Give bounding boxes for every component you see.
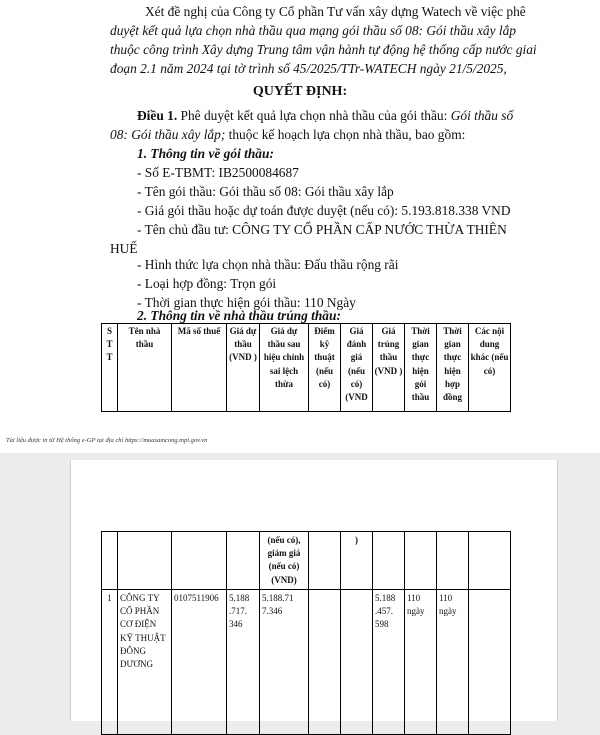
cell-technical-score [309, 590, 341, 735]
tbmt-number: - Số E-TBMT: IB2500084687 [137, 165, 299, 180]
col-corrected-price: Giá dự thầu sau hiệu chỉnh sai lệch thừa [260, 324, 309, 412]
cell-corrected-price: 5.188.71 7.346 [260, 590, 309, 735]
article-1-line-2: 08: Gói thầu xây lắp; thuộc kế hoạch lựa chọn nhà thầu, bao gồm: [110, 127, 466, 142]
col-corrected-price-cont: (nếu có), giảm giá (nếu có) (VND) [260, 532, 309, 590]
intro-line-4: đoạn 2.1 năm 2024 tại tờ trình số 45/2025/TTr-WATECH ngày 21/5/2025, [110, 61, 507, 76]
table-row [102, 590, 511, 735]
col-technical-score: Điểm kỹ thuật (nếu có) [309, 324, 341, 412]
cell-winning-price: 5.188 .457. 598 [373, 590, 405, 735]
article-1-label: Điều 1. [137, 108, 178, 123]
winner-table-body [101, 531, 511, 735]
selection-method: - Hình thức lựa chọn nhà thầu: Đấu thầu rộng rãi [137, 257, 399, 272]
col-evaluated-price: Giá đánh giá (nếu có) (VND [341, 324, 373, 412]
owner-name: - Tên chủ đầu tư: CÔNG TY CỔ PHẦN CẤP NƯỚC THỪA THIÊN [137, 222, 507, 237]
cell-evaluated-price [341, 590, 373, 735]
col-bid-price: Giá dự thầu (VND ) [227, 324, 260, 412]
cell-bid-price: 5.188 .717. 346 [227, 590, 260, 735]
package-price: - Giá gói thầu hoặc dự toán được duyệt (nếu có): 5.193.818.338 VND [137, 203, 511, 218]
col-contractor-name: Tên nhà thầu [118, 324, 172, 412]
page-footer: Tài liệu được in từ Hệ thống e-GP tại địa chỉ https://muasamcong.mpi.gov.vn [6, 437, 208, 444]
article-1-line-1: Điều 1. Phê duyệt kết quả lựa chọn nhà thầu của gói thầu: Gói thầu số [137, 108, 514, 123]
cell-contract-time: 110 ngày [437, 590, 469, 735]
intro-line-1: Xét đề nghị của Công ty Cổ phần Tư vấn xây dựng Watech về việc phê [145, 4, 526, 19]
cell-contractor-name: CÔNG TY CỔ PHẦN CƠ ĐIỆN KỸ THUẬT ĐÔNG DƯƠNG [118, 590, 172, 735]
col-contract-time: Thời gian thực hiện hợp đồng [437, 324, 469, 412]
col-stt: S T T [102, 324, 118, 412]
contract-type: - Loại hợp đồng: Trọn gói [137, 276, 277, 291]
winner-table-header [101, 323, 511, 412]
owner-name-cont: HUẾ [110, 241, 138, 256]
header-continuation-row [102, 532, 511, 590]
package-duration: - Thời gian thực hiện gói thầu: 110 Ngày [137, 295, 356, 310]
cell-stt: 1 [102, 590, 118, 735]
col-tax-code: Mã số thuế [172, 324, 227, 412]
intro-line-2: duyệt kết quả lựa chọn nhà thầu qua mạng gói thầu số 08: Gói thầu xây lắp [110, 23, 516, 38]
section-2-title: 2. Thông tin về nhà thầu trúng thầu: [137, 308, 341, 323]
section-1-title: 1. Thông tin về gói thầu: [137, 146, 274, 161]
cell-package-time: 110 ngày [405, 590, 437, 735]
col-evaluated-price-cont: ) [341, 532, 373, 590]
col-winning-price: Giá trúng thầu (VND ) [373, 324, 405, 412]
package-name: - Tên gói thầu: Gói thầu số 08: Gói thầu xây lắp [137, 184, 394, 199]
cell-other [469, 590, 511, 735]
col-package-time: Thời gian thực hiện gói thầu [405, 324, 437, 412]
intro-line-3: thuộc công trình Xây dựng Trung tâm vận hành tự động hệ thống cấp nước giai [110, 42, 537, 57]
decision-heading: QUYẾT ĐỊNH: [252, 84, 348, 99]
cell-tax-code: 0107511906 [172, 590, 227, 735]
col-other: Các nội dung khác (nếu có) [469, 324, 511, 412]
